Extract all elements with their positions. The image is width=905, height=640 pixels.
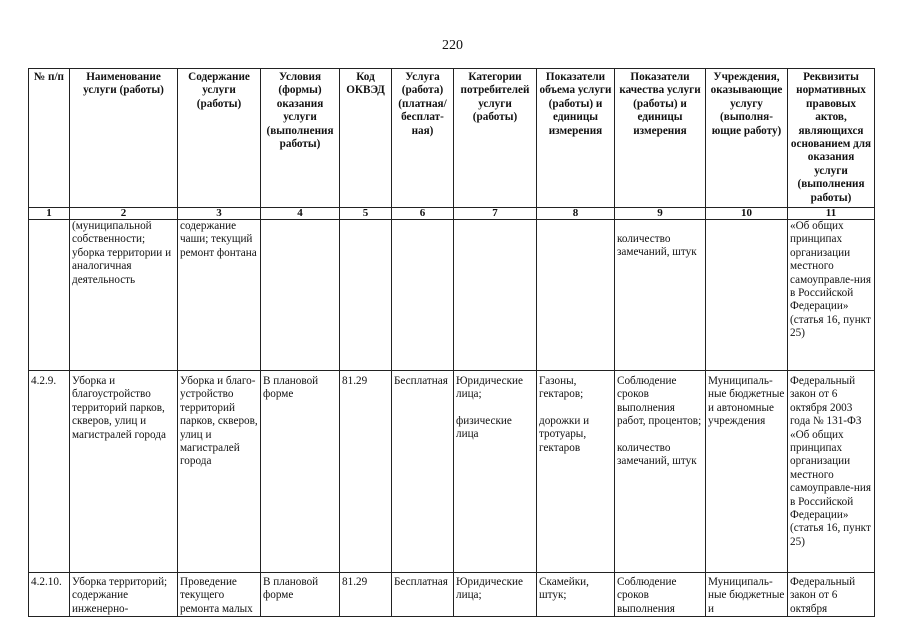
- cell-row-number: 4.2.10.: [29, 573, 70, 617]
- header-paid: Услуга (работа) (платная/ бесплат-ная): [392, 69, 454, 208]
- header-consumers: Категории потребителей услуги (работы): [454, 69, 537, 208]
- cell-paid: Бесплатная: [392, 573, 454, 617]
- column-number: 6: [392, 208, 454, 220]
- column-number: 3: [178, 208, 261, 220]
- column-numbers-row: [29, 208, 875, 220]
- cell-consumers: Юридические лица;: [454, 573, 537, 617]
- cell-empty: [29, 220, 70, 371]
- volume-item: дорожки и тротуары, гектаров: [539, 414, 590, 454]
- cell-paid: Бесплатная: [392, 371, 454, 573]
- cell-okved: 81.29: [340, 573, 392, 617]
- column-number: 7: [454, 208, 537, 220]
- cell-quality: Соблюдение сроков выполнения: [615, 573, 706, 617]
- cell-legal: «Об общих принципах организации местного самоуправле-ния в Российской Федерации» (статья 16, пункт 25): [788, 220, 875, 371]
- header-conditions: Условия (формы) оказания услуги (выполнения работы): [261, 69, 340, 208]
- header-num: № п/п: [29, 69, 70, 208]
- cell-quality: [615, 220, 706, 371]
- column-number: 8: [537, 208, 615, 220]
- cell-quality: [615, 371, 706, 573]
- table-row: [29, 220, 875, 371]
- consumer-item: Юридические лица;: [456, 375, 523, 401]
- header-quality: Показатели качества услуги (работы) и единицы измерения: [615, 69, 706, 208]
- cell-service-name: (муниципальной собственности; уборка территории и аналогичная деятельность: [70, 220, 178, 371]
- cell-consumers: [454, 371, 537, 573]
- column-number: 11: [788, 208, 875, 220]
- cell-empty: [706, 220, 788, 371]
- header-okved: Код ОКВЭД: [340, 69, 392, 208]
- volume-item: Газоны, гектаров;: [539, 375, 584, 401]
- header-volume: Показатели объема услуги (работы) и единицы измерения: [537, 69, 615, 208]
- cell-row-number: 4.2.9.: [29, 371, 70, 573]
- quality-text: количество замечаний, штук: [617, 233, 697, 259]
- header-legal: Реквизиты нормативных правовых актов, являющихся основанием для оказания услуги (выполнения работы): [788, 69, 875, 208]
- column-number: 1: [29, 208, 70, 220]
- services-table: [28, 68, 875, 617]
- table-row: [29, 573, 875, 617]
- cell-conditions: В плановой форме: [261, 371, 340, 573]
- cell-empty: [537, 220, 615, 371]
- cell-empty: [392, 220, 454, 371]
- cell-empty: [340, 220, 392, 371]
- header-service-content: Содержание услуги (работы): [178, 69, 261, 208]
- column-number: 2: [70, 208, 178, 220]
- header-institutions: Учреждения, оказывающие услугу (выполня-ющие работу): [706, 69, 788, 208]
- cell-conditions: В плановой форме: [261, 573, 340, 617]
- quality-item: Соблюдение сроков выполнения работ, процентов;: [617, 375, 702, 428]
- cell-service-content: Уборка и благо-устройство территорий парков, скверов, улиц и магистралей города: [178, 371, 261, 573]
- consumer-item: физические лица: [456, 414, 512, 441]
- quality-item: количество замечаний, штук: [617, 441, 697, 468]
- column-number: 9: [615, 208, 706, 220]
- cell-okved: 81.29: [340, 371, 392, 573]
- header-row: [29, 69, 875, 208]
- cell-service-content: содержание чаши; текущий ремонт фонтана: [178, 220, 261, 371]
- cell-institutions: Муниципаль-ные бюджетные и автономные учреждения: [706, 371, 788, 573]
- cell-empty: [261, 220, 340, 371]
- table-row: [29, 371, 875, 573]
- column-number: 5: [340, 208, 392, 220]
- cell-service-name: Уборка территорий; содержание инженерно-: [70, 573, 178, 617]
- cell-institutions: Муниципаль-ные бюджетные и: [706, 573, 788, 617]
- header-service-name: Наименование услуги (работы): [70, 69, 178, 208]
- cell-legal: Федеральный закон от 6 октября 2003 года № 131-ФЗ «Об общих принципах организации местного самоуправле-ния в Российской Федерации» (статья 16, пункт 25): [788, 371, 875, 573]
- cell-empty: [454, 220, 537, 371]
- page-number: 220: [442, 38, 463, 53]
- cell-service-content: Проведение текущего ремонта малых: [178, 573, 261, 617]
- cell-legal: Федеральный закон от 6 октября: [788, 573, 875, 617]
- cell-service-name: Уборка и благоустройство территорий парков, скверов, улиц и магистралей города: [70, 371, 178, 573]
- column-number: 10: [706, 208, 788, 220]
- cell-volume: [537, 371, 615, 573]
- cell-volume: Скамейки, штук;: [537, 573, 615, 617]
- column-number: 4: [261, 208, 340, 220]
